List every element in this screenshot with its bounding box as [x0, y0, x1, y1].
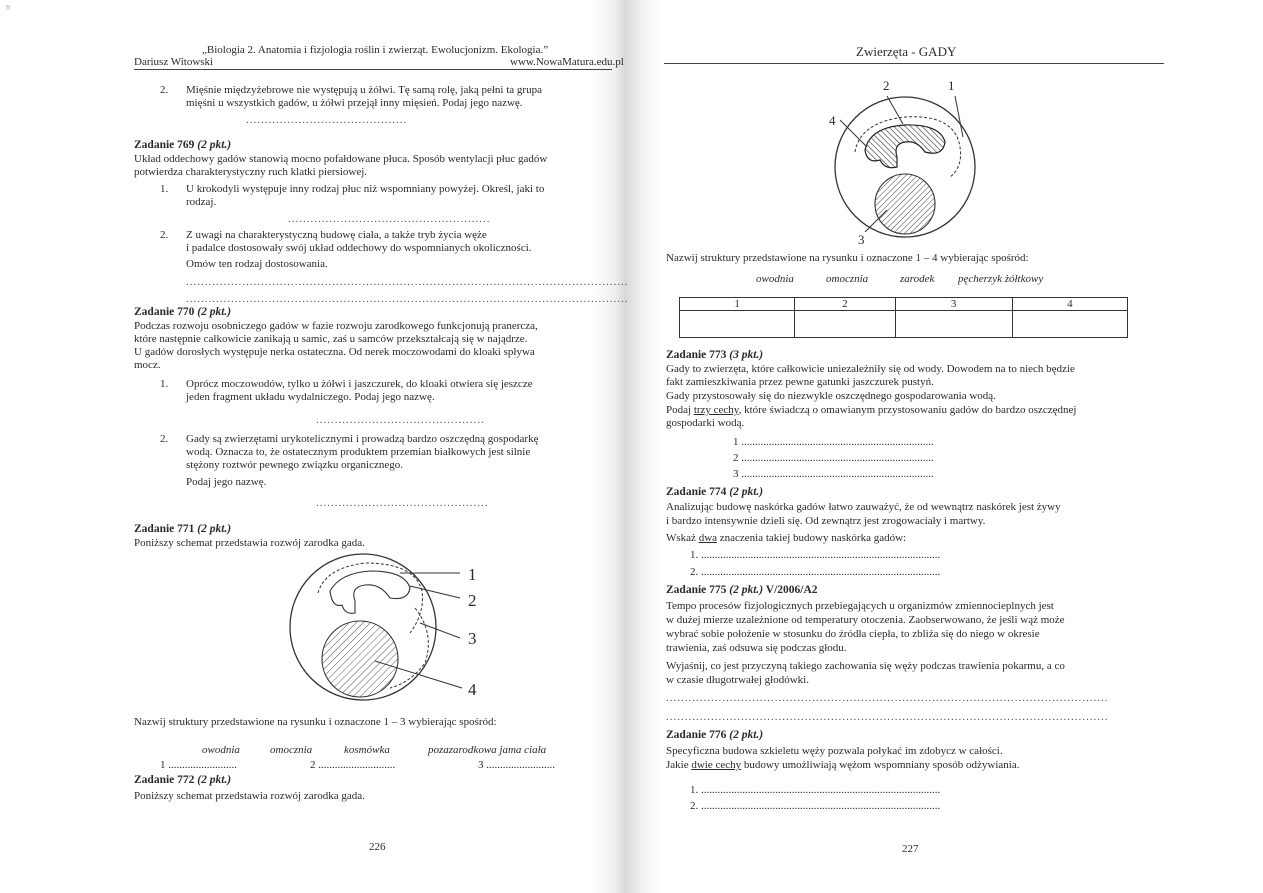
- task-773-text1: Gady to zwierzęta, które całkowicie uniezależniły się od wody. Dowodem na to niech będzie: [666, 363, 1075, 375]
- task-772-points: (2 pkt.): [197, 774, 232, 786]
- fig-label-4: 4: [468, 680, 477, 699]
- task-776-label: Zadanie 776: [666, 729, 727, 741]
- answer-dots: ......................................................................................................................: [666, 692, 1109, 704]
- task-771-title: [134, 523, 231, 535]
- task-772-label: Zadanie 772: [134, 774, 195, 786]
- task-775-points: (2 pkt.): [729, 584, 764, 596]
- task-771-question: Nazwij struktury przedstawione na rysunku i oznaczone 1 – 3 wybierając spośród:: [134, 716, 497, 728]
- fig-label-2: 2: [468, 591, 477, 610]
- embryo-diagram-right: [825, 92, 985, 242]
- option-kosmowka: kosmówka: [344, 744, 390, 756]
- task-769-q1-line2: rodzaj.: [186, 196, 217, 208]
- task-773-title: [666, 349, 763, 361]
- task-770-text1: Podczas rozwoju osobniczego gadów w fazie rozwoju zarodkowego funkcjonują pranercza,: [134, 320, 538, 332]
- task-769-q1-number: 1.: [160, 183, 169, 195]
- task-769-title: [134, 139, 231, 151]
- embryo-body: [865, 125, 945, 168]
- option-omocznia: omocznia: [826, 273, 869, 285]
- task-769-points: (2 pkt.): [197, 139, 232, 151]
- task-770-q2-line2: wodą. Oznacza to, że ostatecznym produktem przemian białkowych jest silnie: [186, 446, 531, 458]
- task-770-q1-line2: jeden fragment układu wydalniczego. Podaj jego nazwę.: [186, 391, 435, 403]
- task-770-q1-line1: Oprócz moczowodów, tylko u żółwi i jaszczurek, do kloaki otwiera się jeszcze: [186, 378, 533, 390]
- q2-line1: Mięśnie międzyżebrowe nie występują u żółwi. Tę samą rolę, jaką pełni ta grupa: [186, 84, 542, 96]
- right-header-rule: [664, 63, 1164, 64]
- book-gutter-shadow: [590, 0, 660, 893]
- task-774-text1: Analizując budowę naskórka gadów łatwo zauważyć, że od wewnątrz naskórek jest żywy: [666, 501, 1061, 513]
- text-segment: budowy umożliwiają wężom wspomniany sposób odżywiania.: [741, 759, 1020, 771]
- task-776-points: (2 pkt.): [729, 729, 764, 741]
- task-775-text2: w dużej mierze uzależnione od temperatury otoczenia. Zaobserwowano, że jeśli wąż może: [666, 614, 1065, 626]
- task-770-label: Zadanie 770: [134, 306, 195, 318]
- task-775-text4: trawienia, zaś odsuwa się podczas głodu.: [666, 642, 847, 654]
- task-771-answer-3: 3 .........................: [478, 759, 555, 771]
- table-header-4: 4: [1012, 298, 1127, 311]
- task-769-q1-line1: U krokodyli występuje inny rodzaj płuc niż wspomniany powyżej. Określ, jaki to: [186, 183, 545, 195]
- task-773-text2: fakt zamieszkiwania przez pewne gatunki jaszczurek pustyń.: [666, 376, 934, 388]
- structures-question: Nazwij struktury przedstawione na rysunku i oznaczone 1 – 4 wybierając spośród:: [666, 252, 1029, 264]
- task-771-text1: Poniższy schemat przedstawia rozwój zarodka gada.: [134, 537, 365, 549]
- fig-label-2: 2: [883, 78, 890, 93]
- task-776-text2: [666, 759, 1019, 772]
- task-772-title: [134, 774, 231, 786]
- task-773-answer-2: 2 ......................................................................: [733, 452, 934, 464]
- task-770-title: [134, 306, 231, 318]
- task-774-answer-1: 1. .......................................................................................: [690, 549, 941, 561]
- task-776-title: [666, 729, 763, 741]
- task-771-points: (2 pkt.): [197, 523, 232, 535]
- q2-number: 2.: [160, 84, 169, 96]
- left-header-author: Dariusz Witowski: [134, 56, 214, 68]
- fig-label-1: 1: [468, 565, 477, 584]
- text-segment: Podaj: [666, 404, 694, 416]
- task-769-q2-number: 2.: [160, 229, 169, 241]
- task-774-label: Zadanie 774: [666, 486, 727, 498]
- task-770-q2-line4: Podaj jego nazwę.: [186, 476, 267, 488]
- yolk-sac: [322, 621, 398, 697]
- right-page-number: 227: [902, 843, 919, 855]
- task-773-answer-1: 1 ......................................................................: [733, 436, 934, 448]
- fig-label-3: 3: [858, 232, 865, 247]
- task-769-q2-line3: Omów ten rodzaj dostosowania.: [186, 258, 328, 270]
- task-770-q2-line3: stężony roztwór pewnego związku organicznego.: [186, 459, 403, 471]
- task-774-text3: [666, 532, 906, 545]
- task-776-answer-2: 2. .......................................................................................: [690, 800, 941, 812]
- task-773-text3: Gady przystosowały się do niezwykle oszczędnego gospodarowania wodą.: [666, 390, 996, 402]
- left-page-number: 226: [369, 841, 386, 853]
- task-769-q2-line1: Z uwagi na charakterystyczną budowę ciała, a także tryb życia węże: [186, 229, 487, 241]
- task-775-text1: Tempo procesów fizjologicznych przebiegających u organizmów zmiennocieplnych jest: [666, 600, 1054, 612]
- task-774-answer-2: 2. .......................................................................................: [690, 566, 941, 578]
- table-answer-cell-3[interactable]: [895, 311, 1012, 338]
- task-769-label: Zadanie 769: [134, 139, 195, 151]
- answer-dots: .............................................: [316, 414, 485, 426]
- embryo-amnion: [330, 571, 410, 613]
- task-773-label: Zadanie 773: [666, 349, 727, 361]
- label-line-2: [410, 586, 460, 598]
- task-775-label: Zadanie 775: [666, 584, 727, 596]
- task-776-text1: Specyficzna budowa szkieletu węży pozwala połykać im zdobycz w całości.: [666, 745, 1003, 757]
- task-769-text1: Układ oddechowy gadów stanowią mocno pofałdowane płuca. Sposób wentylacji płuc gadów: [134, 153, 548, 165]
- task-769-text2: potwierdza charakterystyczny ruch klatki piersiowej.: [134, 166, 368, 178]
- task-776-answer-1: 1. .......................................................................................: [690, 784, 941, 796]
- table-answer-cell-1[interactable]: [680, 311, 795, 338]
- underlined-phrase: trzy cechy: [693, 404, 739, 416]
- task-770-q1-number: 1.: [160, 378, 169, 390]
- task-770-text2: które następnie całkowicie zanikają u samic, zaś u samców przekształcają się w najądrze.: [134, 333, 528, 345]
- option-pecherzyk: pęcherzyk żółtkowy: [958, 273, 1044, 285]
- task-770-text4: mocz.: [134, 359, 161, 371]
- fig-label-3: 3: [468, 629, 477, 648]
- option-zarodek: zarodek: [900, 273, 935, 285]
- answer-dots: ..............................................: [316, 497, 489, 509]
- table-answer-cell-2[interactable]: [795, 311, 895, 338]
- embryo-diagram-left: [270, 553, 490, 703]
- task-773-answer-3: 3 ......................................................................: [733, 468, 934, 480]
- corner-mark: ᶠᶠ: [6, 4, 11, 15]
- label-line-1: [955, 96, 963, 137]
- answer-dots: ...........................................: [246, 114, 408, 126]
- left-header-title: „Biologia 2. Anatomia i fizjologia roślin i zwierząt. Ewolucjonizm. Ekologia.”: [202, 44, 549, 56]
- task-770-points: (2 pkt.): [197, 306, 232, 318]
- left-header-url: www.NowaMatura.edu.pl: [510, 56, 624, 68]
- text-segment: Jakie: [666, 759, 692, 771]
- text-segment: Wskaż: [666, 532, 699, 544]
- label-line-3: [420, 623, 460, 638]
- text-segment: , które świadczą o omawianym przystosowaniu gadów do bardzo oszczędnej: [738, 404, 1077, 416]
- answer-dots: ......................................................................................................................: [666, 711, 1109, 723]
- task-774-points: (2 pkt.): [729, 486, 764, 498]
- answer-dots: ......................................................: [288, 213, 491, 225]
- option-jama-ciala: pozazarodkowa jama ciała: [428, 744, 547, 756]
- underlined-phrase: dwa: [698, 532, 718, 544]
- task-772-text1: Poniższy schemat przedstawia rozwój zarodka gada.: [134, 790, 365, 802]
- task-770-text3: U gadów dorosłych występuje nerka ostateczna. Od nerek moczowodami do kloaki spływa: [134, 346, 535, 358]
- task-770-q2-number: 2.: [160, 433, 169, 445]
- left-header-rule: [134, 69, 612, 70]
- task-775-text6: w czasie długotrwałej głodówki.: [666, 674, 809, 686]
- task-773-text4: [666, 404, 1076, 417]
- yolk-sac: [875, 174, 935, 234]
- task-771-answer-1: 1 .........................: [160, 759, 237, 771]
- underlined-phrase: dwie cechy: [691, 759, 742, 771]
- task-773-text5: gospodarki wodą.: [666, 417, 745, 429]
- answer-dots: ......................................................................................................................: [186, 293, 629, 305]
- task-774-title: [666, 486, 763, 498]
- task-775-text3: wybrać sobie położenie w stosunku do źródła ciepła, to zbliża się do niego w okresie: [666, 628, 1040, 640]
- task-770-q2-line1: Gady są zwierzętami urykotelicznymi i prowadzą bardzo oszczędną gospodarkę: [186, 433, 539, 445]
- right-header-title: Zwierzęta - GADY: [856, 44, 957, 59]
- task-774-text2: i bardzo intensywnie dzieli się. Od zewnątrz jest zrogowaciały i martwy.: [666, 515, 986, 527]
- task-775-title: [666, 584, 818, 596]
- option-owodnia: owodnia: [202, 744, 240, 756]
- q2-line2: mięśni u wszystkich gadów, u żółwi przejął inny mięsień. Podaj jego nazwę.: [186, 97, 523, 109]
- task-775-text5: Wyjaśnij, co jest przyczyną takiego zachowania się węży podczas trawienia pokarmu, a co: [666, 660, 1065, 672]
- fig-label-4: 4: [829, 113, 836, 128]
- task-771-label: Zadanie 771: [134, 523, 195, 535]
- task-769-q2-line2: i padalce dostosowały swój układ oddechowy do wspomnianych okoliczności.: [186, 242, 532, 254]
- task-773-points: (3 pkt.): [729, 349, 764, 361]
- table-header-2: 2: [795, 298, 895, 311]
- answer-table: [679, 297, 1128, 338]
- task-771-answer-2: 2 ............................: [310, 759, 396, 771]
- text-segment: znaczenia takiej budowy naskórka gadów:: [717, 532, 907, 544]
- table-header-3: 3: [895, 298, 1012, 311]
- task-775-source: V/2006/A2: [765, 584, 818, 596]
- table-header-1: 1: [680, 298, 795, 311]
- table-answer-cell-4[interactable]: [1012, 311, 1127, 338]
- fig-label-1: 1: [948, 78, 955, 93]
- option-omocznia: omocznia: [270, 744, 313, 756]
- answer-dots: ......................................................................................................................: [186, 276, 629, 288]
- option-owodnia: owodnia: [756, 273, 794, 285]
